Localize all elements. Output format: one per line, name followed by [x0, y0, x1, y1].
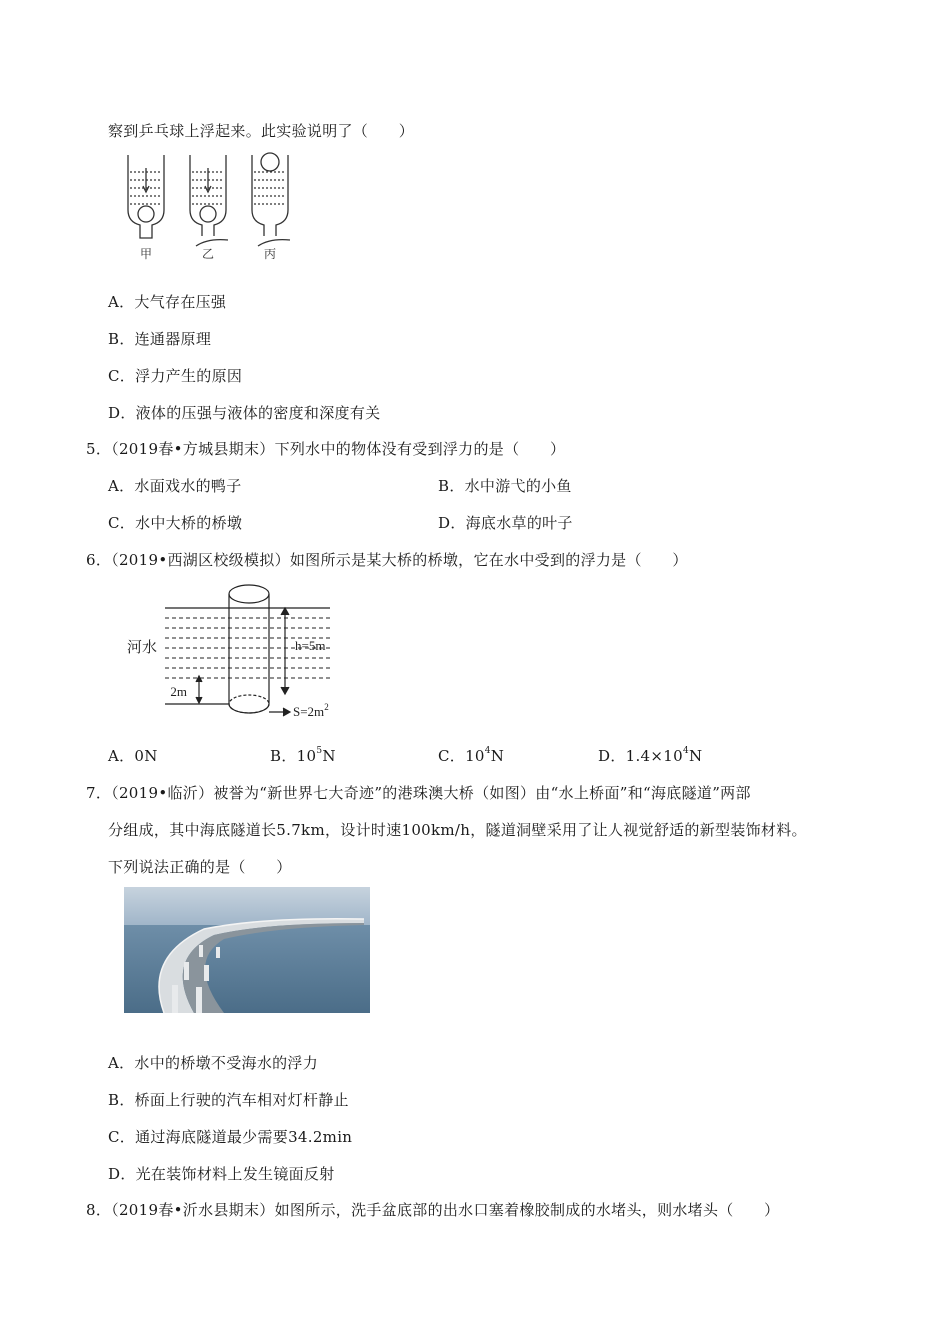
q6-stem: 6．（2019•西湖区校级模拟）如图所示是某大桥的桥墩，它在水中受到的浮力是（ ） — [86, 551, 688, 569]
q5-option-a: A．水面戏水的鸭子 — [108, 477, 242, 495]
q6-option-b: B．$10^5N$ — [270, 746, 336, 765]
fig-label-yi: 乙 — [202, 247, 215, 261]
bridge-photo — [124, 887, 370, 1013]
q7-option-c: C．通过海底隧道最少需要34.2min — [108, 1128, 353, 1146]
fig-label-jia: 甲 — [140, 247, 153, 261]
water-label: 河水 — [127, 638, 158, 656]
q7-option-d: D．光在装饰材料上发生镜面反射 — [108, 1165, 335, 1183]
q5-option-d: D．海底水草的叶子 — [438, 514, 573, 532]
q4-stem-continuation: 察到乒乓球上浮起来。此实验说明了（ ） — [108, 122, 415, 140]
q7-stem-line-1: 7．（2019•临沂）被誉为“新世界七大奇迹”的港珠澳大桥（如图）由“水上桥面”和“海底隧道”两部 — [86, 784, 751, 802]
q6-option-a: A．0N — [108, 747, 158, 765]
q8-stem: 8．（2019春•沂水县期末）如图所示，洗手盆底部的出水口塞着橡胶制成的水堵头，则水堵头（ ） — [86, 1201, 780, 1219]
q7-stem-line-3: 下列说法正确的是（ ） — [108, 858, 292, 876]
q6-figure — [125, 582, 350, 722]
q4-option-d: D．液体的压强与液体的密度和深度有关 — [108, 404, 381, 422]
q4-figure — [118, 150, 308, 265]
q5-option-b: B．水中游弋的小鱼 — [438, 477, 572, 495]
fig-label-bing: 丙 — [264, 247, 277, 261]
q5-option-c: C．水中大桥的桥墩 — [108, 514, 243, 532]
q4-option-b: B．连通器原理 — [108, 330, 212, 348]
q6-option-c: C．$10^4N$ — [438, 746, 505, 765]
q4-option-c: C．浮力产生的原因 — [108, 367, 243, 385]
area-label: $S=2m^2$ — [293, 702, 329, 719]
q7-option-b: B．桥面上行驶的汽车相对灯杆静止 — [108, 1091, 349, 1109]
depth-label: 2m — [170, 684, 187, 699]
q5-stem: 5．（2019春•方城县期末）下列水中的物体没有受到浮力的是（ ） — [86, 440, 566, 458]
q4-option-a: A．大气存在压强 — [108, 293, 227, 311]
q7-stem-line-2: 分组成，其中海底隧道长5.7km，设计时速100km/h，隧道洞壁采用了让人视觉舒适的新型装饰材料。 — [108, 821, 807, 839]
height-label: h=5m — [295, 638, 326, 653]
q7-option-a: A．水中的桥墩不受海水的浮力 — [108, 1054, 319, 1072]
q6-option-d: D．$1.4\times 10^4N$ — [598, 746, 703, 765]
